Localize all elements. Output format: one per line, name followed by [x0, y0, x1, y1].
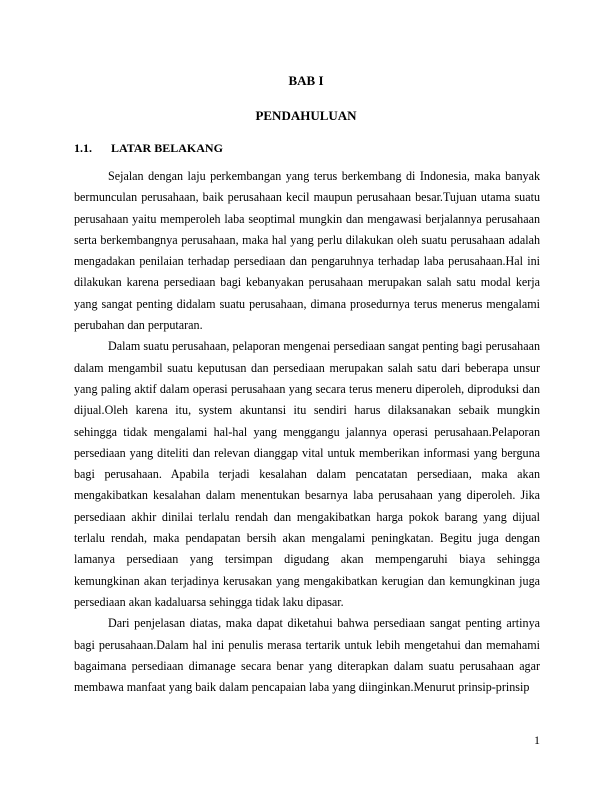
paragraph-2: Dalam suatu perusahaan, pelaporan mengenai persediaan sangat penting bagi perusahaan dalam mengambil suatu keputusan dan persediaan merupakan salah satu dari beberapa unsur yang paling aktif dalam operasi perusahaan yang secara terus meneru diperoleh, diproduksi dan dijual.Oleh karena itu, system akuntansi itu sendiri harus dilaksanakan sebaik mungkin sehingga tidak mengalami hal-hal yang menggangu jalannya operasi perusahaan.Pelaporan persediaan yang diteliti dan relevan dianggap vital untuk memberikan informasi yang berguna bagi perusahaan. Apabila terjadi kesalahan dalam pencatatan persediaan, maka akan mengakibatkan kesalahan dalam menentukan besarnya laba perusahaan yang diperoleh. Jika persediaan akhir dinilai terlalu rendah dan mengakibatkan harga pokok barang yang dijual terlalu rendah, maka pendapatan bersih akan mengalami peningkatan. Begitu juga dengan lamanya persediaan yang tersimpan digudang akan mempengaruhi biaya sehingga kemungkinan akan terjadinya kerusakan yang mengakibatkan kerugian dan kemungkinan juga persediaan akan kadaluarsa sehingga tidak laku dipasar.: [74, 339, 540, 609]
section-title: LATAR BELAKANG: [111, 141, 223, 155]
body-text: [74, 166, 540, 698]
section-number: 1.1.: [74, 141, 92, 155]
paragraph-1: Sejalan dengan laju perkembangan yang terus berkembang di Indonesia, maka banyak bermunculan perusahaan, baik perusahaan kecil maupun perusahaan besar.Tujuan utama suatu perusahaan yaitu memperoleh laba seoptimal mungkin dan mengawasi berjalannya perusahaan serta berkembangnya perusahaan, maka hal yang perlu dilakukan oleh suatu perusahaan adalah mengadakan penilaian terhadap persediaan dan pengaruhnya terhadap laba perusahaan.Hal ini dilakukan karena persediaan bagi kebanyakan perusahaan merupakan salah satu modal kerja yang sangat penting didalam suatu perusahaan, dimana prosedurnya terus menerus mengalami perubahan dan perputaran.: [74, 169, 540, 333]
chapter-number: BAB I: [288, 73, 324, 88]
chapter-title: PENDAHULUAN: [255, 108, 357, 123]
section-heading: [74, 141, 223, 156]
page-number: 1: [534, 733, 540, 747]
paragraph-3: Dari penjelasan diatas, maka dapat diketahui bahwa persediaan sangat penting artinya bagi perusahaan.Dalam hal ini penulis merasa tertarik untuk lebih mengetahui dan memahami bagaimana persediaan dimanage secara benar yang diterapkan dalam suatu perusahaan agar membawa manfaat yang baik dalam pencapaian laba yang diinginkan.Menurut prinsip-prinsip: [74, 616, 540, 695]
